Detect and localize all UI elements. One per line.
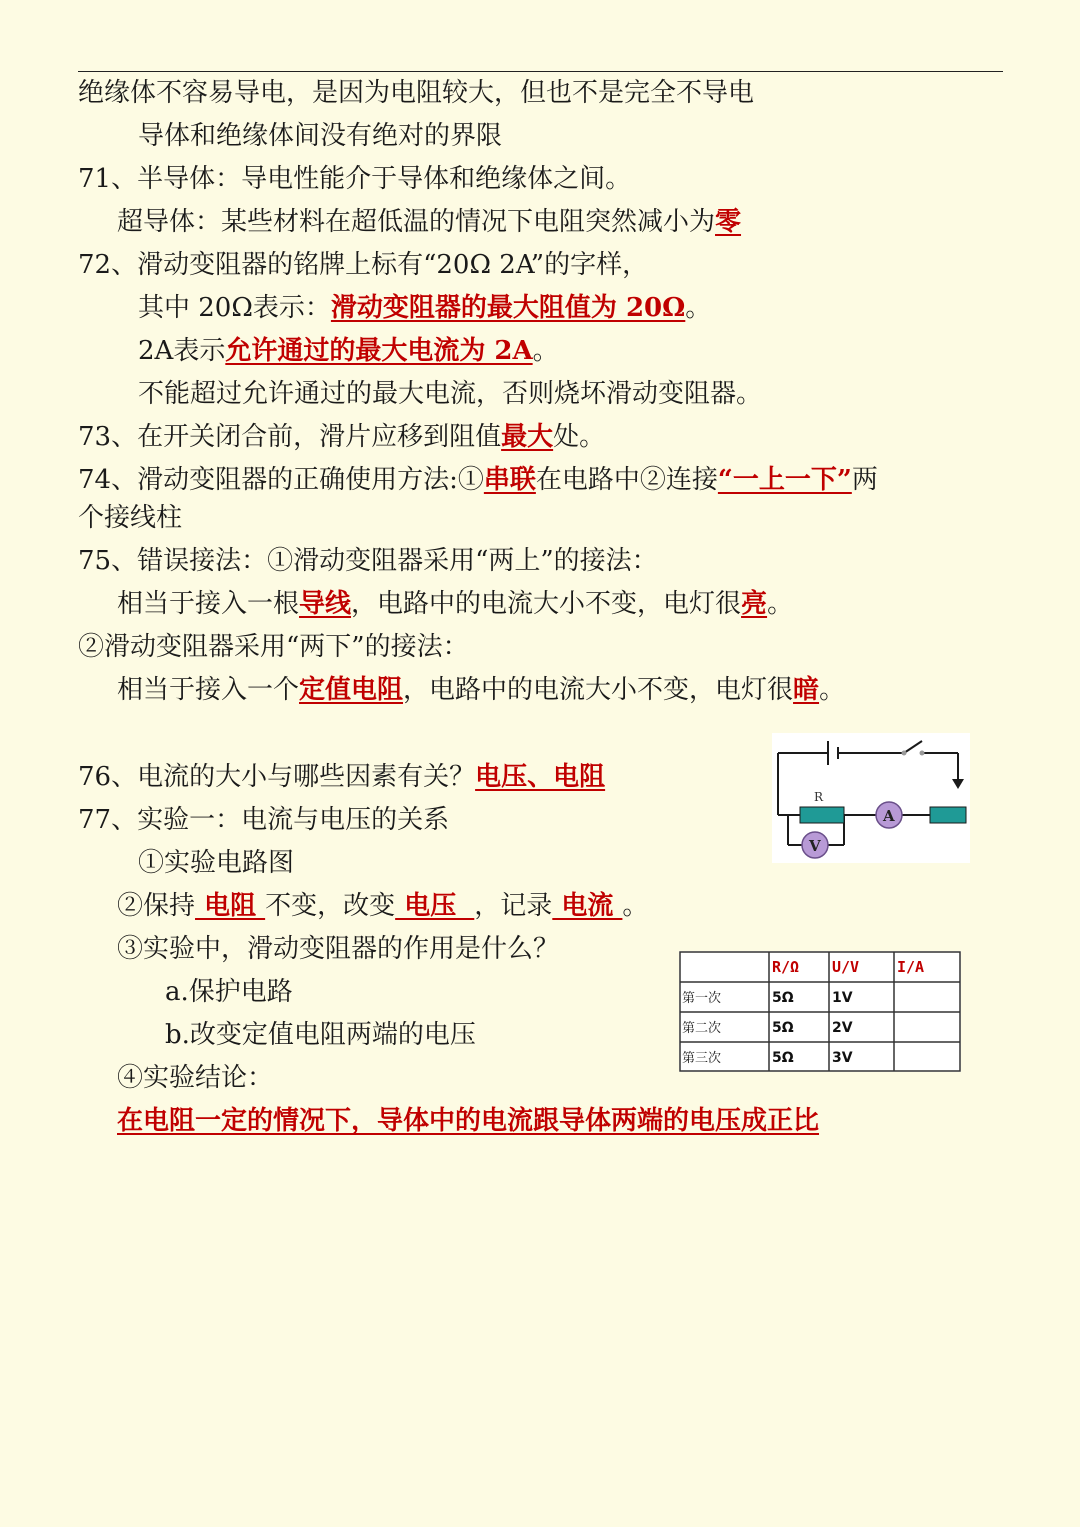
item-76-current-factors: 76、电流的大小与哪些因素有关？电压、电阻 bbox=[78, 762, 606, 792]
text-line-change-voltage: b.改变定值电阻两端的电压 bbox=[165, 1020, 476, 1050]
text-line-boundary: 导体和绝缘体间没有绝对的界限 bbox=[138, 121, 503, 151]
answer-current: 电流 bbox=[552, 891, 623, 921]
text-line-two-down: ②滑动变阻器采用“两下”的接法： bbox=[78, 632, 469, 662]
table-cell-u: 1V bbox=[832, 990, 853, 1006]
answer-fixed-resistor: 定值电阻 bbox=[299, 675, 404, 705]
circuit-diagram bbox=[772, 733, 970, 863]
resistor-label: R bbox=[814, 790, 824, 804]
answer-bright: 亮 bbox=[741, 589, 768, 619]
text-line-rheostat-role: ③实验中，滑动变阻器的作用是什么？ bbox=[117, 934, 560, 964]
table-cell-r: 5Ω bbox=[772, 1050, 794, 1066]
text-line-2a: 2A表示允许通过的最大电流为 2A。 bbox=[138, 336, 559, 366]
text-line-circuit-diagram: ①实验电路图 bbox=[138, 848, 295, 878]
table-cell-r: 5Ω bbox=[772, 1020, 794, 1036]
answer-resistance: 电阻 bbox=[195, 891, 266, 921]
answer-one-up-one-down: “一上一下” bbox=[717, 465, 852, 495]
resistor-r bbox=[800, 807, 844, 823]
answer-dim: 暗 bbox=[793, 675, 820, 705]
text-line-superconductor: 超导体：某些材料在超低温的情况下电阻突然减小为零 bbox=[117, 207, 742, 237]
text-line-insulator: 绝缘体不容易导电，是因为电阻较大，但也不是完全不导电 bbox=[78, 78, 755, 108]
table-cell-u: 3V bbox=[832, 1050, 853, 1066]
ammeter-label: A bbox=[883, 807, 895, 825]
text-line-fixed-resistor-equivalent: 相当于接入一个定值电阻，电路中的电流大小不变，电灯很暗。 bbox=[117, 675, 846, 705]
text-line-keep-change-record: ②保持 电阻 不变，改变 电压 ，记录 电流 。 bbox=[117, 891, 649, 921]
rheostat bbox=[930, 807, 966, 823]
text-line-protect-circuit: a.保护电路 bbox=[165, 977, 293, 1007]
top-divider bbox=[78, 71, 1003, 72]
table-cell-r: 5Ω bbox=[772, 990, 794, 1006]
table-header-i: I/A bbox=[897, 958, 925, 976]
answer-max: 最大 bbox=[501, 422, 554, 452]
table-svg bbox=[679, 951, 961, 1072]
item-75-wrong-wiring: 75、错误接法：①滑动变阻器采用“两上”的接法： bbox=[78, 546, 658, 576]
table-row-label: 第二次 bbox=[682, 1021, 722, 1036]
item-73-slider: 73、在开关闭合前，滑片应移到阻值最大处。 bbox=[78, 422, 606, 452]
answer-zero: 零 bbox=[715, 207, 742, 237]
experiment-conclusion: 在电阻一定的情况下，导体中的电流跟导体两端的电压成正比 bbox=[117, 1106, 820, 1136]
answer-max-current: 允许通过的最大电流为 2A bbox=[225, 336, 533, 366]
table-header-u: U/V bbox=[832, 958, 860, 976]
item-77-experiment-one: 77、实验一：电流与电压的关系 bbox=[78, 805, 450, 835]
voltmeter-label: V bbox=[809, 837, 821, 855]
item-71-semiconductor: 71、半导体：导电性能介于导体和绝缘体之间。 bbox=[78, 164, 632, 194]
table-cell-u: 2V bbox=[832, 1020, 853, 1036]
table-row-label: 第一次 bbox=[682, 991, 722, 1006]
experiment-table bbox=[679, 951, 961, 1072]
circuit-svg bbox=[772, 733, 970, 863]
answer-voltage: 电压 bbox=[395, 891, 475, 921]
text-line-conclusion-label: ④实验结论： bbox=[117, 1063, 274, 1093]
answer-max-resistance: 滑动变阻器的最大阻值为 20Ω bbox=[330, 293, 686, 323]
table-header-r: R/Ω bbox=[772, 958, 800, 976]
text-line-wire-equivalent: 相当于接入一根导线，电路中的电流大小不变，电灯很亮。 bbox=[117, 589, 794, 619]
answer-voltage-resistance: 电压、电阻 bbox=[475, 762, 606, 792]
table-row-label: 第三次 bbox=[682, 1051, 722, 1066]
answer-series: 串联 bbox=[483, 465, 536, 495]
answer-wire: 导线 bbox=[299, 589, 352, 619]
item-74-usage: 74、滑动变阻器的正确使用方法:①串联在电路中②连接“一上一下”两 bbox=[78, 465, 878, 495]
text-line-terminals: 个接线柱 bbox=[78, 503, 183, 533]
text-line-20ohm: 其中 20Ω表示：滑动变阻器的最大阻值为 20Ω。 bbox=[138, 293, 712, 323]
item-72-rheostat-label: 72、滑动变阻器的铭牌上标有“20Ω 2A”的字样， bbox=[78, 250, 649, 280]
text-line-warning: 不能超过允许通过的最大电流，否则烧坏滑动变阻器。 bbox=[138, 379, 763, 409]
